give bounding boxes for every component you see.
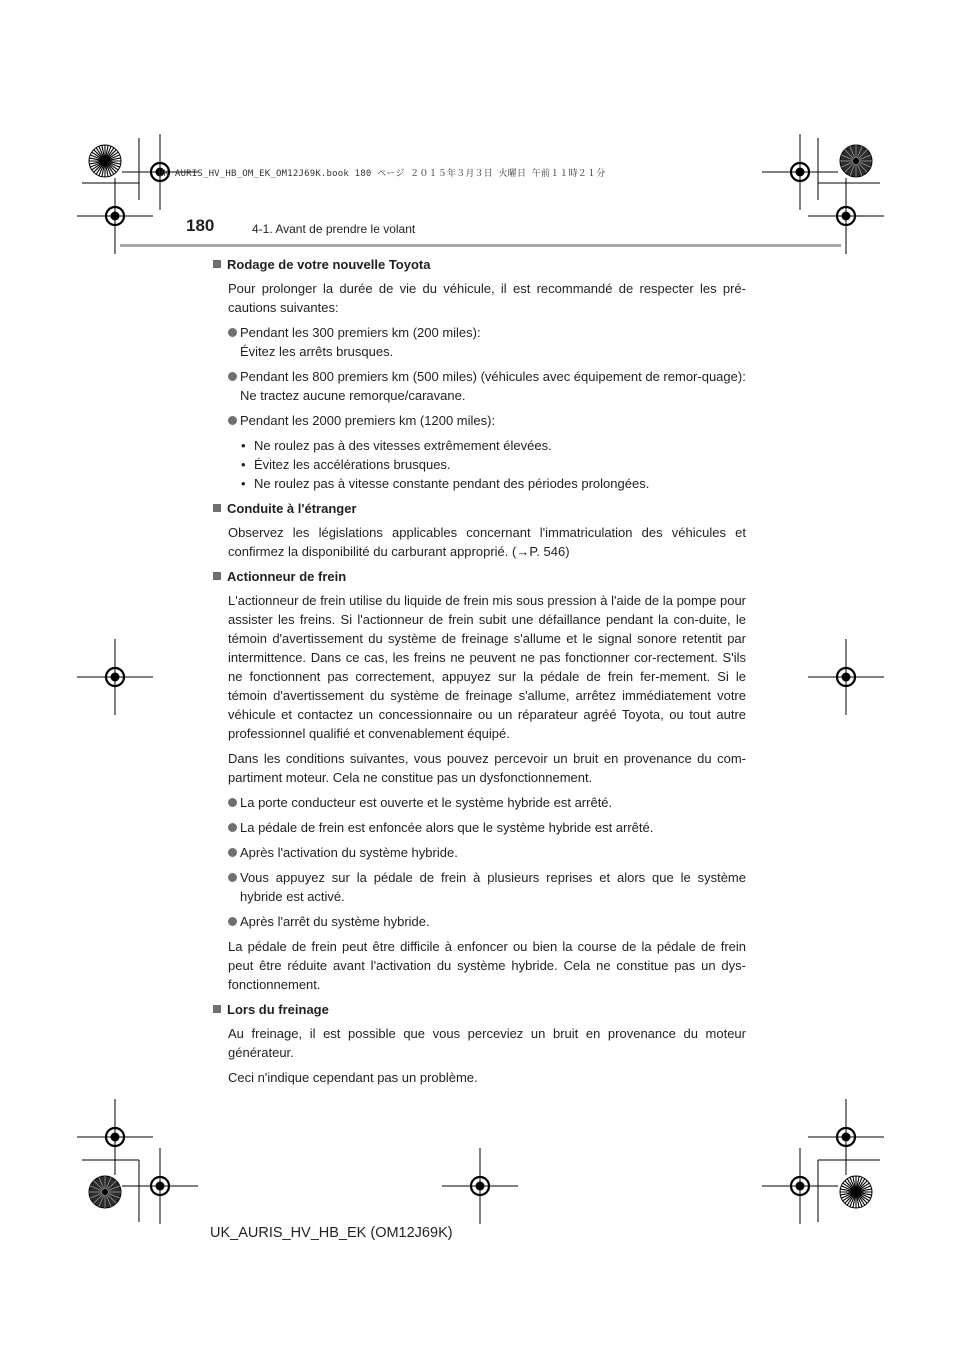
square-bullet-icon: [213, 504, 221, 512]
sub-list-item-text: Ne roulez pas à des vitesses extrêmement élevées.: [254, 438, 552, 453]
list-item: [228, 367, 746, 405]
list-item: [228, 843, 746, 862]
list-item: [228, 868, 746, 906]
list-item-text: Après l'activation du système hybride.: [240, 845, 458, 860]
heading-actionneur-frein: [211, 567, 746, 586]
sub-list-item-text: Évitez les accélérations brusques.: [254, 457, 451, 472]
list-item-text: Pendant les 300 premiers km (200 miles):: [240, 325, 481, 340]
round-bullet-icon: [228, 416, 237, 425]
paragraph: Dans les conditions suivantes, vous pouvez percevoir un bruit en provenance du com-partiment moteur. Cela ne constitue pas un dysfonctionnement.: [228, 751, 746, 785]
round-bullet-icon: [228, 372, 237, 381]
list-item-text: Ne tractez aucune remorque/caravane.: [240, 388, 466, 403]
heading-text: Conduite à l'étranger: [227, 501, 357, 516]
square-bullet-icon: [213, 260, 221, 268]
heading-text: Rodage de votre nouvelle Toyota: [227, 257, 431, 272]
heading-conduite-etranger: [211, 499, 746, 518]
footer-code: UK_AURIS_HV_HB_EK (OM12J69K): [210, 1225, 453, 1241]
page-content: [211, 255, 746, 1093]
sub-list-item: [240, 455, 746, 474]
list-item-text: Évitez les arrêts brusques.: [240, 344, 394, 359]
header-rule: [120, 244, 841, 247]
paragraph: Observez les législations applicables concernant l'immatriculation des véhicules et confirmez la disponibilité du carburant approprié. (→P. 546): [228, 525, 746, 559]
list-item-text: Vous appuyez sur la pédale de frein à plusieurs reprises et alors que le système hybride est activé.: [240, 870, 746, 904]
heading-rodage: [211, 255, 746, 274]
heading-lors-freinage: [211, 1000, 746, 1019]
list-item-text: La pédale de frein est enfoncée alors que le système hybride est arrêté.: [240, 820, 654, 835]
dot-marker: •: [241, 438, 246, 453]
list-item-text: Pendant les 2000 premiers km (1200 miles):: [240, 413, 496, 428]
heading-text: Actionneur de frein: [227, 569, 347, 584]
paragraph: Au freinage, il est possible que vous perceviez un bruit en provenance du moteur générateur.: [228, 1026, 746, 1060]
list-item-text: La porte conducteur est ouverte et le système hybride est arrêté.: [240, 795, 613, 810]
page-number: 180: [186, 216, 215, 235]
list-item-text: Pendant les 800 premiers km (500 miles) (véhicules avec équipement de remor-quage):: [240, 369, 746, 384]
list-item: [228, 912, 746, 931]
round-bullet-icon: [228, 917, 237, 926]
heading-text: Lors du freinage: [227, 1002, 329, 1017]
round-bullet-icon: [228, 798, 237, 807]
paragraph: Pour prolonger la durée de vie du véhicule, il est recommandé de respecter les pré-cautions suivantes:: [228, 281, 746, 315]
square-bullet-icon: [213, 1005, 221, 1013]
print-header: UK AURIS_HV_HB_OM_EK_OM12J69K.book 180 ページ ２０１５年３月３日 火曜日 午前１１時２１分: [158, 169, 606, 179]
paragraph: L'actionneur de frein utilise du liquide de frein mis sous pression à l'aide de la pompe pour assister les freins. Si l'actionneur de frein subit une défaillance pendant la con-duite, le témoin d'avertissement du système de freinage s'allume et le signal sonore retentit par intermittence. Dans ce cas, les freins ne peuvent ne pas fonctionner cor-rectement. S'ils ne fonctionnent pas correctement, appuyez sur la pédale de frein fer-mement. Si le témoin d'avertissement du système de freinage s'allume, arrêtez immédiatement votre véhicule et contactez un concessionnaire ou un réparateur agréé Toyota, ou tout autre professionnel qualifié et convenablement équipé.: [228, 593, 746, 741]
paragraph: La pédale de frein peut être difficile à enfoncer ou bien la course de la pédale de frein peut être réduite avant l'activation du système hybride. Cela ne constitue pas un dys-fonctionnement.: [228, 939, 746, 992]
square-bullet-icon: [213, 572, 221, 580]
round-bullet-icon: [228, 823, 237, 832]
list-item: [228, 323, 746, 361]
dot-marker: •: [241, 476, 246, 491]
list-item: [228, 411, 746, 430]
dot-marker: •: [241, 457, 246, 472]
sub-list: [211, 436, 746, 493]
list-item: [228, 793, 746, 812]
sub-list-item-text: Ne roulez pas à vitesse constante pendant des périodes prolongées.: [254, 476, 650, 491]
section-title: 4-1. Avant de prendre le volant: [252, 222, 416, 236]
round-bullet-icon: [228, 873, 237, 882]
round-bullet-icon: [228, 328, 237, 337]
round-bullet-icon: [228, 848, 237, 857]
list-item: [228, 818, 746, 837]
sub-list-item: [240, 436, 746, 455]
sub-list-item: [240, 474, 746, 493]
paragraph: Ceci n'indique cependant pas un problème.: [228, 1070, 478, 1085]
list-item-text: Après l'arrêt du système hybride.: [240, 914, 430, 929]
